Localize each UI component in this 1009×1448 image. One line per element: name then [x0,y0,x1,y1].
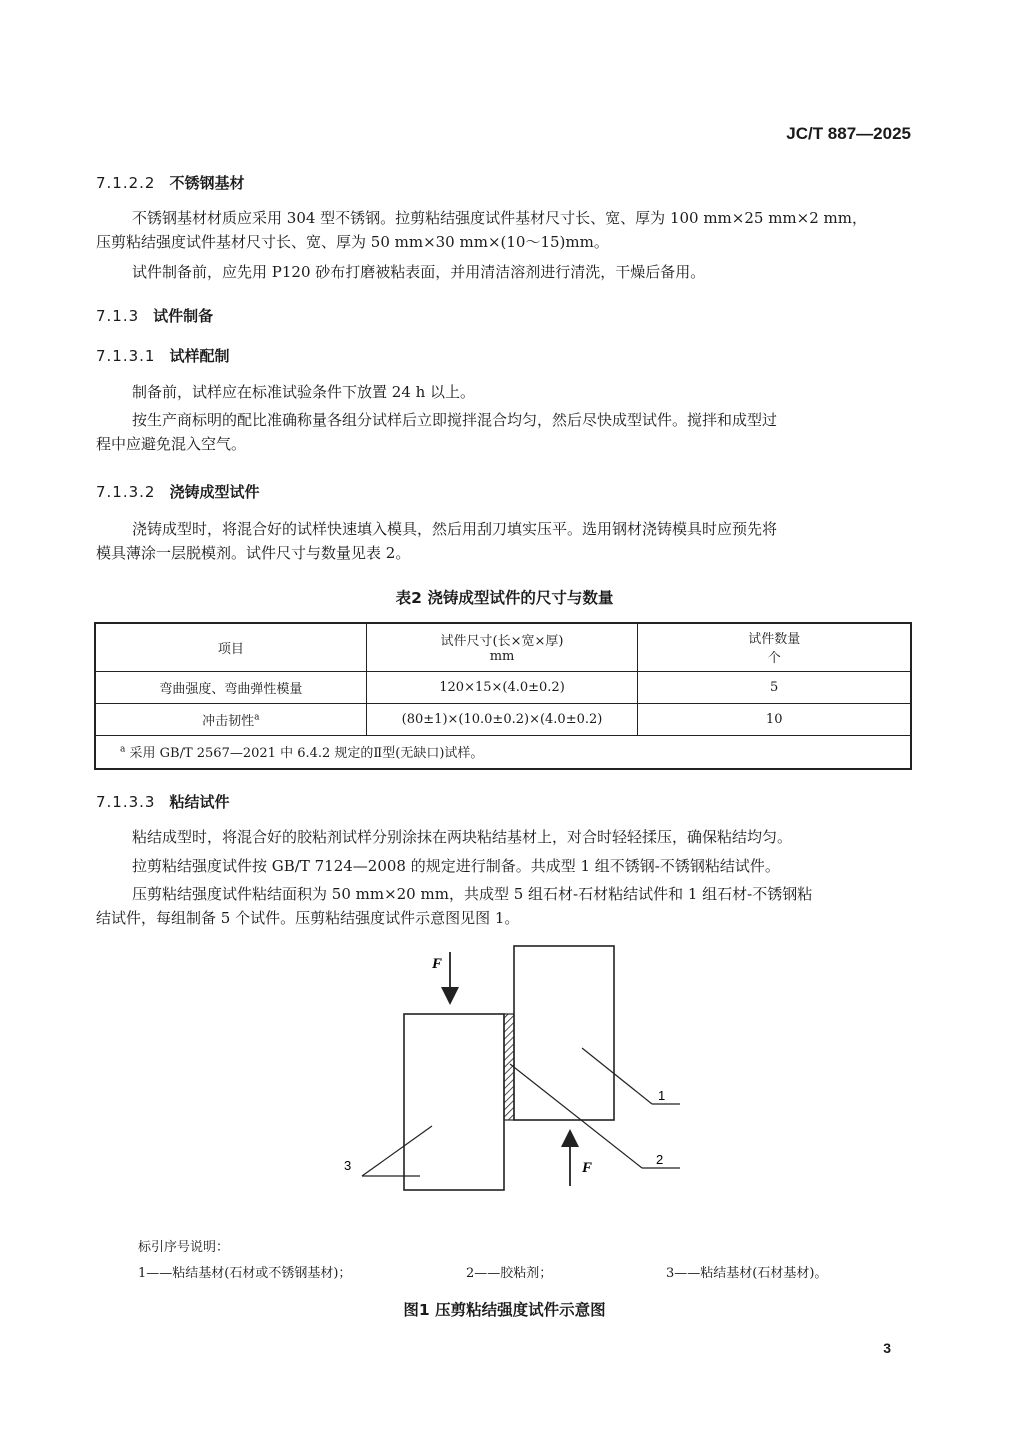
section-heading-7122 [96,172,245,193]
paragraph [96,517,916,565]
table-row [95,703,911,735]
section-title: 粘结试件 [169,793,230,811]
table-footnote-row [95,735,911,769]
paragraph-line: 结试件，每组制备 5 个试件。压剪粘结强度试件示意图见图 1。 [96,909,520,927]
legend-item-2: 2——胶粘剂； [466,1266,553,1281]
callout-1: 1 [658,1088,666,1103]
figure-1-diagram [320,940,700,1200]
force-label-top: F [432,956,443,972]
section-heading-7132 [96,481,260,502]
header-count-label: 试件数量 [748,632,801,648]
footnote-mark: a [120,744,126,755]
footnote-mark: a [254,712,260,723]
section-title: 不锈钢基材 [169,174,245,192]
paragraph-line: 浇铸成型时，将混合好的试样快速填入模具，然后用刮刀填实压平。选用钢材浇铸模具时应预先将 [132,520,778,538]
section-heading-7131 [96,345,230,366]
header-count-unit: 个 [767,651,781,667]
paragraph-line: 模具薄涂一层脱模剂。试件尺寸与数量见表 2。 [96,544,411,562]
paragraph [96,408,916,456]
document-id: JC/T 887—2025 [786,124,911,143]
section-number: 7.1.2.2 [96,174,156,192]
callout-2: 2 [656,1152,664,1167]
section-title: 浇铸成型试件 [169,483,260,501]
header-size [366,623,638,671]
section-heading-7133 [96,791,230,812]
legend-item-1: 1——粘结基材(石材或不锈钢基材)； [138,1266,352,1281]
table-2 [94,622,912,770]
page-number: 3 [883,1340,891,1356]
table-header-row [95,623,911,671]
table-row [95,671,911,703]
header-size-label: 试件尺寸(长×宽×厚) [440,634,564,650]
paragraph-line: 不锈钢基材材质应采用 304 型不锈钢。拉剪粘结强度试件基材尺寸长、宽、厚为 100 mm×25 mm×2 mm， [132,209,867,227]
figure-caption: 图1 压剪粘结强度试件示意图 [403,1301,606,1319]
paragraph-line: 粘结成型时，将混合好的胶粘剂试样分别涂抹在两块粘结基材上，对合时轻轻揉压，确保粘结均匀。 [132,828,793,846]
legend-item-3: 3——粘结基材(石材基材)。 [666,1266,828,1281]
cell-count: 10 [638,703,911,735]
section-title: 试样配制 [169,347,230,365]
paragraph [96,380,916,404]
paragraph-line: 拉剪粘结强度试件按 GB/T 7124—2008 的规定进行制备。共成型 1 组不锈钢-不锈钢粘结试件。 [132,857,780,875]
cell-count: 5 [638,671,911,703]
adhesive-layer [504,1014,514,1120]
cell-size: 120×15×(4.0±0.2) [366,671,638,703]
header-size-unit: mm [489,649,515,665]
header-count [638,623,911,671]
force-label-bottom: F [582,1160,593,1176]
paragraph-line: 压剪粘结强度试件粘结面积为 50 mm×20 mm，共成型 5 组石材-石材粘结试件和 1 组石材-不锈钢粘 [132,885,813,903]
section-number: 7.1.3.3 [96,793,156,811]
cell-item [95,703,366,735]
paragraph-line: 试件制备前，应先用 P120 砂布打磨被粘表面，并用清洁溶剂进行清洗，干燥后备用。 [132,263,706,281]
callout-3: 3 [344,1158,352,1173]
paragraph-line: 制备前，试样应在标准试验条件下放置 24 h 以上。 [132,383,476,401]
section-title: 试件制备 [153,307,214,325]
header-item: 项目 [95,623,366,671]
cell-item-text: 冲击韧性 [202,713,255,729]
section-number: 7.1.3.1 [96,347,156,365]
table-caption: 表2 浇铸成型试件的尺寸与数量 [395,589,614,607]
cell-item [95,671,366,703]
section-number: 7.1.3.2 [96,483,156,501]
section-heading-713 [96,305,213,326]
footnote-text: 采用 GB/T 2567—2021 中 6.4.2 规定的Ⅱ型(无缺口)试样。 [129,746,484,761]
section-number: 7.1.3 [96,307,140,325]
paragraph-line: 程中应避免混入空气。 [96,435,247,453]
paragraph [96,854,916,878]
cell-item-text: 弯曲强度、弯曲弹性模量 [159,681,303,697]
paragraph [96,260,916,284]
cell-size: (80±1)×(10.0±0.2)×(4.0±0.2) [366,703,638,735]
lower-substrate [404,1014,504,1190]
legend-title: 标引序号说明： [138,1240,230,1255]
paragraph [96,882,916,930]
upper-substrate [514,946,614,1120]
paragraph [96,825,916,849]
paragraph-line: 压剪粘结强度试件基材尺寸长、宽、厚为 50 mm×30 mm×(10～15)mm。 [96,233,609,251]
paragraph-line: 按生产商标明的配比准确称量各组分试样后立即搅拌混合均匀，然后尽快成型试件。搅拌和成型过 [132,411,778,429]
table-footnote [95,735,911,769]
paragraph [96,206,916,254]
